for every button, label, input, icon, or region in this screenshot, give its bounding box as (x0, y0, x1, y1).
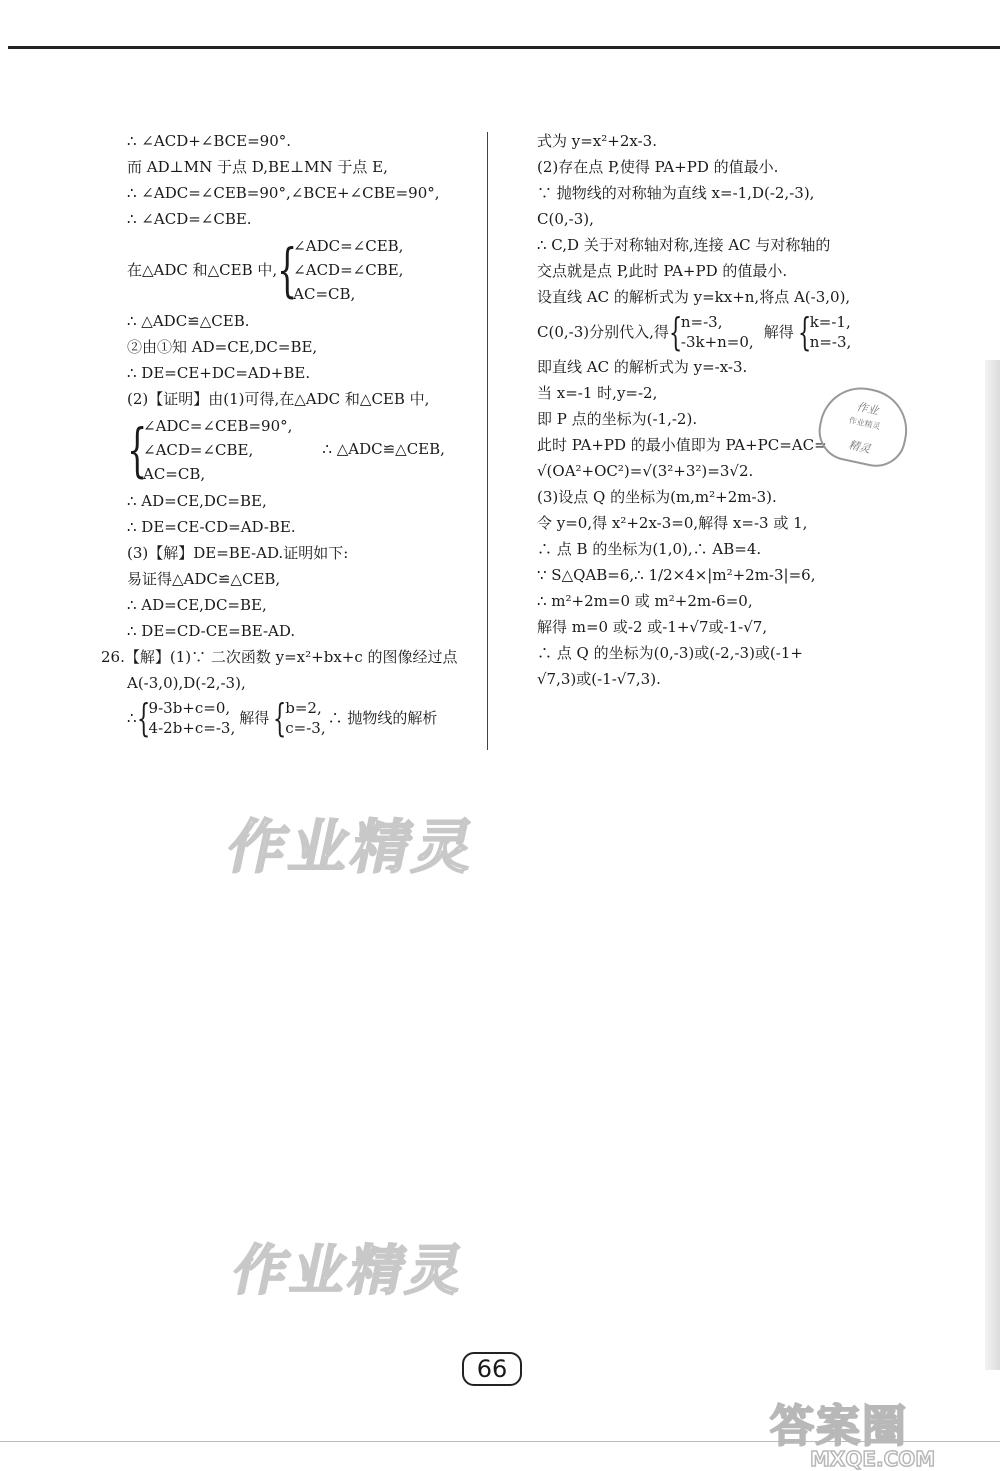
left-column (101, 128, 482, 740)
top-rule (8, 46, 1000, 49)
equation-system (537, 312, 887, 352)
page-number: 66 (462, 1352, 522, 1386)
system-lines (285, 698, 325, 738)
text-line: ∴ AD=CE,DC=BE, (127, 596, 267, 614)
text-line: ∴ △ADC≌△CEB, (322, 440, 445, 458)
system-line: n=-3, (809, 333, 852, 351)
text-line: ∴ C,D 关于对称轴对称,连接 AC 与对称轴的 (537, 236, 831, 254)
system-b (798, 312, 852, 352)
text-line: ∴ (127, 709, 137, 727)
text-line: 当 x=-1 时,y=-2, (537, 384, 658, 402)
system-line: n=-3, (680, 313, 723, 331)
text-line: (2)【证明】由(1)可得,在△ADC 和△CEB 中, (127, 390, 430, 408)
system-lines (149, 698, 236, 738)
text-line: 易证得△ADC≌△CEB, (127, 570, 281, 588)
text-line: √(OA²+OC²)=√(3²+3²)=3√2. (537, 462, 754, 480)
text-line: ∴ ∠ADC=∠CEB=90°,∠BCE+∠CBE=90°, (127, 184, 440, 202)
site-logo: 答案圈 (770, 1401, 908, 1452)
seal-text: 精灵 (847, 438, 872, 456)
text-line: ∵ 抛物线的对称轴为直线 x=-1,D(-2,-3), (537, 184, 815, 202)
system-line: 4-2b+c=-3, (148, 719, 236, 737)
seal-text: 作业精灵 (847, 415, 882, 432)
equation-system (127, 234, 482, 306)
text-line: ∴ AD=CE,DC=BE, (127, 492, 267, 510)
brace-symbol: { (277, 236, 298, 304)
watermark: 作业精灵 (227, 1239, 473, 1302)
system-line: -3k+n=0, (680, 333, 754, 351)
system-line: ∠ADC=∠CEB, (293, 237, 404, 255)
text-line: 即直线 AC 的解析式为 y=-x-3. (537, 358, 748, 376)
text-line: 交点就是点 P,此时 PA+PD 的值最小. (537, 262, 788, 280)
text-line: ∴ DE=CE+DC=AD+BE. (127, 364, 311, 382)
seal-text: 作业 (855, 400, 880, 418)
text-line: A(-3,0),D(-2,-3), (127, 674, 246, 692)
system-line: c=-3, (285, 719, 326, 737)
watermark: 作业精灵 (221, 813, 485, 881)
text-line: 设直线 AC 的解析式为 y=kx+n,将点 A(-3,0), (537, 288, 851, 306)
system-lines (810, 312, 852, 352)
system-line: ∠ACD=∠CBE, (293, 261, 404, 279)
system-line: b=2, (285, 699, 322, 717)
text-line: 解得 (239, 709, 270, 727)
text-line: (2)存在点 P,使得 PA+PD 的值最小. (537, 158, 779, 176)
equation-system (127, 414, 482, 486)
text-line: 解得 (763, 323, 794, 341)
system-line: k=-1, (809, 313, 851, 331)
system-line: ∠ACD=∠CBE, (143, 441, 254, 459)
text-line: 式为 y=x²+2x-3. (537, 132, 657, 150)
system-a (137, 698, 236, 738)
text-line: C(0,-3)分别代入,得 (537, 323, 669, 341)
text-line: ∴ ∠ACD+∠BCE=90°. (127, 132, 292, 150)
brace-symbol: { (668, 310, 683, 354)
text-line: 在△ADC 和△CEB 中, (127, 261, 278, 279)
text-line: ∴ ∠ACD=∠CBE. (127, 210, 252, 228)
column-divider (487, 132, 488, 750)
site-logo-url: MXQE.COM (810, 1447, 936, 1471)
brace-symbol: { (127, 416, 148, 484)
text-line: ∴ DE=CE-CD=AD-BE. (127, 518, 296, 536)
system-lines (143, 414, 292, 486)
text-line: ∴ △ADC≌△CEB. (127, 312, 250, 330)
system-lines (293, 234, 403, 306)
text-line: ②由①知 AD=CE,DC=BE, (127, 338, 318, 356)
text-line: ∴ m²+2m=0 或 m²+2m-6=0, (537, 592, 753, 610)
text-line: 令 y=0,得 x²+2x-3=0,解得 x=-3 或 1, (537, 514, 808, 532)
text-line: 而 AD⊥MN 于点 D,BE⊥MN 于点 E, (127, 158, 388, 176)
brace-symbol: { (136, 696, 150, 740)
text-line: ∴ 抛物线的解析 (327, 709, 438, 727)
system-b (273, 698, 325, 738)
text-line: ∴ DE=CD-CE=BE-AD. (127, 622, 296, 640)
page-edge-shadow (985, 360, 1000, 1370)
text-line: √7,3)或(-1-√7,3). (537, 670, 661, 688)
question-26-line: 26.【解】(1)∵ 二次函数 y=x²+bx+c 的图像经过点 (101, 648, 458, 666)
text-line: ∴ 点 B 的坐标为(1,0),∴ AB=4. (537, 540, 762, 558)
text-line: (3)设点 Q 的坐标为(m,m²+2m-3). (537, 488, 777, 506)
brace-symbol: { (273, 696, 287, 740)
text-line: 此时 PA+PD 的最小值即为 PA+PC=AC= (537, 436, 827, 454)
text-line: C(0,-3), (537, 210, 594, 228)
text-line: 即 P 点的坐标为(-1,-2). (537, 410, 698, 428)
system-a (669, 312, 754, 352)
system-line: AC=CB, (293, 285, 356, 303)
system-lines (681, 312, 754, 352)
system-line: 9-3b+c=0, (148, 699, 231, 717)
text-line: (3)【解】DE=BE-AD.证明如下: (127, 544, 349, 562)
equation-system (127, 698, 482, 738)
text-line: 解得 m=0 或-2 或-1+√7或-1-√7, (537, 618, 768, 636)
text-line: ∴ 点 Q 的坐标为(0,-3)或(-2,-3)或(-1+ (537, 644, 803, 662)
text-line: ∵ S△QAB=6,∴ 1/2×4×|m²+2m-3|=6, (537, 566, 816, 584)
system-line: ∠ADC=∠CEB=90°, (143, 417, 293, 435)
brace-symbol: { (797, 310, 812, 354)
system-line: AC=CB, (143, 465, 206, 483)
